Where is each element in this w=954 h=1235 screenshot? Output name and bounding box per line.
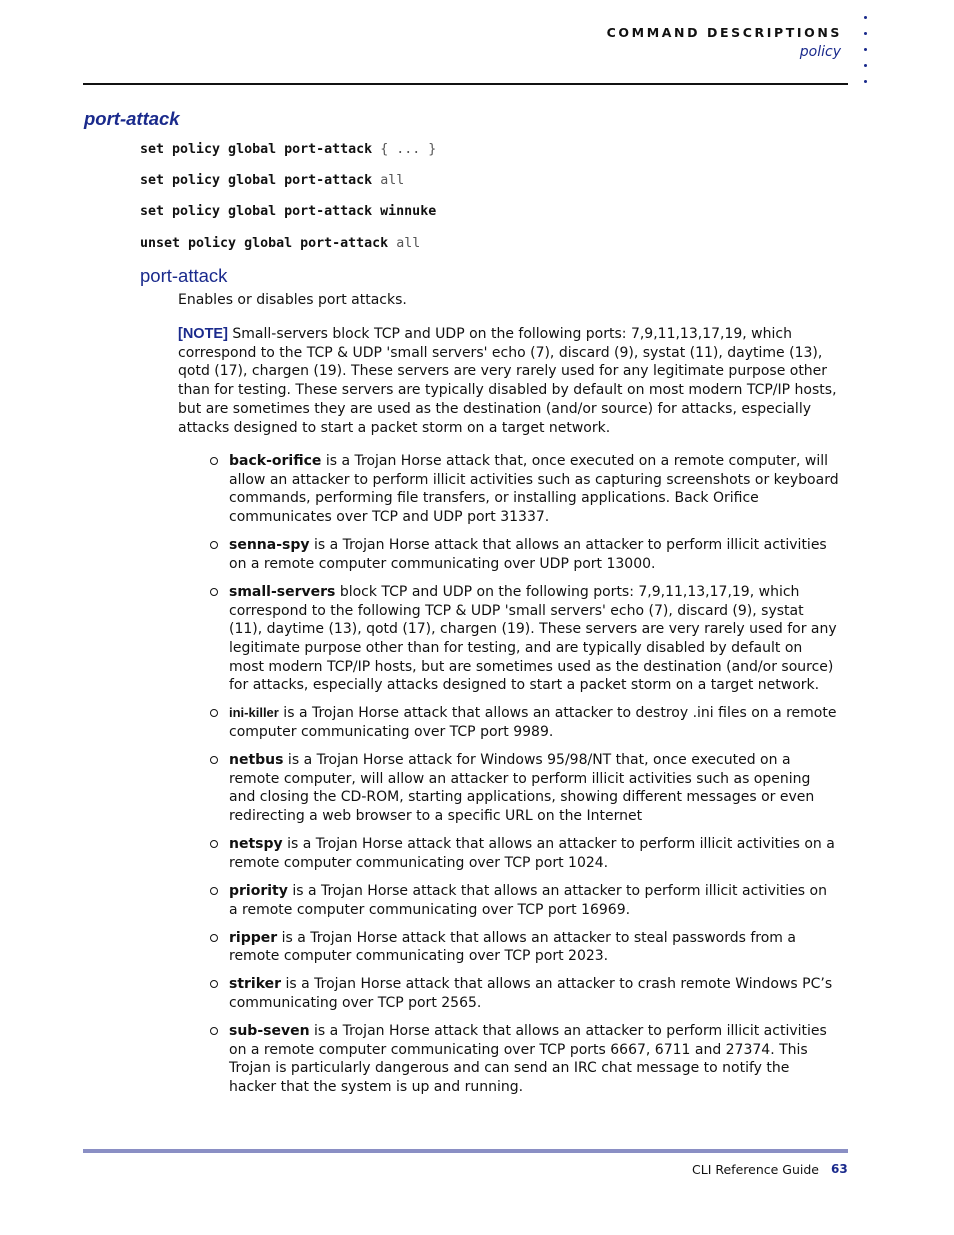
- list-item: [210, 751, 840, 826]
- description: Enables or disables port attacks.: [178, 292, 407, 308]
- command-text: unset policy global port-attack: [140, 236, 389, 251]
- footer-rule: [83, 1149, 848, 1153]
- bullet-circle-icon: [210, 934, 218, 942]
- command-text: set policy global port-attack: [140, 142, 373, 157]
- attack-list: [210, 452, 840, 1106]
- list-item: [210, 835, 840, 872]
- header-dot: [864, 16, 867, 19]
- command-text: set policy global port-attack winnuke: [140, 204, 437, 219]
- header-dot: [864, 32, 867, 35]
- command-text: set policy global port-attack: [140, 173, 373, 188]
- header-dots: [864, 16, 870, 96]
- item-term: ini-killer: [229, 705, 279, 721]
- item-text: is a Trojan Horse attack that allows an attacker to destroy .ini files on a remote computer communicating over TCP port 9989.: [229, 705, 837, 741]
- header-dot: [864, 48, 867, 51]
- footer-guide-title: CLI Reference Guide: [692, 1162, 819, 1177]
- item-term: netbus: [229, 752, 284, 769]
- bullet-circle-icon: [210, 709, 218, 717]
- list-item: [210, 1022, 840, 1097]
- item-term: small-servers: [229, 583, 336, 600]
- item-text: is a Trojan Horse attack that allows an attacker to perform illicit activities on a remote computer communicating over TCP ports 6667, 6711 and 27374. This Trojan is particularly dangerous and can send an IRC chat message to notify the hacker that the system is up and running.: [229, 1022, 827, 1096]
- command-arg: all: [380, 173, 405, 188]
- item-term: sub-seven: [229, 1022, 310, 1039]
- command-line: [140, 142, 436, 157]
- section-title: port-attack: [84, 108, 180, 129]
- item-term: netspy: [229, 836, 283, 853]
- item-text: is a Trojan Horse attack that allows an attacker to steal passwords from a remote computer communicating over TCP port 2023.: [229, 929, 796, 965]
- header-dot: [864, 80, 867, 83]
- item-text: is a Trojan Horse attack that allows an attacker to perform illicit activities on a remote computer communicating over TCP port 16969.: [229, 882, 827, 918]
- page-number: 63: [831, 1162, 848, 1176]
- bullet-circle-icon: [210, 541, 218, 549]
- note-paragraph: [178, 325, 840, 437]
- bullet-circle-icon: [210, 980, 218, 988]
- header-rule: [83, 83, 848, 85]
- item-term: striker: [229, 976, 282, 993]
- header-section-label: COMMAND DESCRIPTIONS: [606, 25, 842, 40]
- item-term: senna-spy: [229, 537, 310, 554]
- command-line: [140, 204, 436, 219]
- list-item: [210, 536, 840, 573]
- command-arg: { ... }: [380, 142, 437, 157]
- command-line: [140, 236, 420, 251]
- item-text: is a Trojan Horse attack that, once executed on a remote computer, will allow an attacker to perform illicit activities such as capturing screenshots or keyboard commands, performing file transfers, or installing applications. Back Orifice communicates over TCP and UDP port 31337.: [229, 453, 839, 526]
- bullet-circle-icon: [210, 840, 218, 848]
- bullet-circle-icon: [210, 588, 218, 596]
- list-item: [210, 929, 840, 966]
- bullet-circle-icon: [210, 887, 218, 895]
- list-item: [210, 704, 840, 741]
- command-arg: all: [396, 236, 421, 251]
- bullet-circle-icon: [210, 457, 218, 465]
- item-term: ripper: [229, 929, 278, 946]
- command-line: [140, 173, 404, 188]
- item-text: is a Trojan Horse attack that allows an attacker to crash remote Windows PC’s communicating over TCP port 2565.: [229, 976, 833, 1011]
- list-item: [210, 975, 840, 1012]
- item-text: is a Trojan Horse attack that allows an attacker to perform illicit activities on a remote computer communicating over UDP port 13000.: [229, 537, 827, 572]
- item-text: is a Trojan Horse attack that allows an attacker to perform illicit activities on a remote computer communicating over TCP port 1024.: [229, 836, 835, 871]
- list-item: [210, 882, 840, 919]
- note-label: [NOTE]: [178, 326, 228, 342]
- subheading: port-attack: [140, 265, 228, 286]
- item-term: back-orifice: [229, 453, 322, 469]
- note-text: Small-servers block TCP and UDP on the following ports: 7,9,11,13,17,19, which correspond to the TCP & UDP 'small servers' echo (7), discard (9), systat (11), daytime (13), qotd (17), chargen (19). These servers are very rarely used for any legitimate purpose other than for testing. These servers are typically disabled by default on most modern TCP/IP hosts, but are sometimes they are used as the destination (and/or source) for attacks, especially attacks designed to start a packet storm on a target network.: [178, 326, 837, 436]
- list-item: [210, 452, 840, 527]
- header-dot: [864, 64, 867, 67]
- list-item: [210, 583, 840, 695]
- item-term: priority: [229, 882, 288, 899]
- bullet-circle-icon: [210, 756, 218, 764]
- item-text: is a Trojan Horse attack for Windows 95/98/NT that, once executed on a remote computer, will allow an attacker to perform illicit activities such as opening and closing the CD-ROM, starting applications, showing different messages or even redirecting a web browser to a specific URL on the Internet: [229, 752, 815, 825]
- item-text: block TCP and UDP on the following ports: 7,9,11,13,17,19, which correspond to the following TCP & UDP 'small servers' echo (7), discard (9), systat (11), daytime (13), qotd (17), chargen (19). These servers are very rarely used for any legitimate purpose other than for testing, and are typically disabled by default on most modern TCP/IP hosts, but are sometimes used as the destination (and/or source) for attacks, especially attacks designed to start a packet storm on a target network.: [229, 583, 837, 694]
- bullet-circle-icon: [210, 1027, 218, 1035]
- header-subsection-label: policy: [799, 44, 841, 60]
